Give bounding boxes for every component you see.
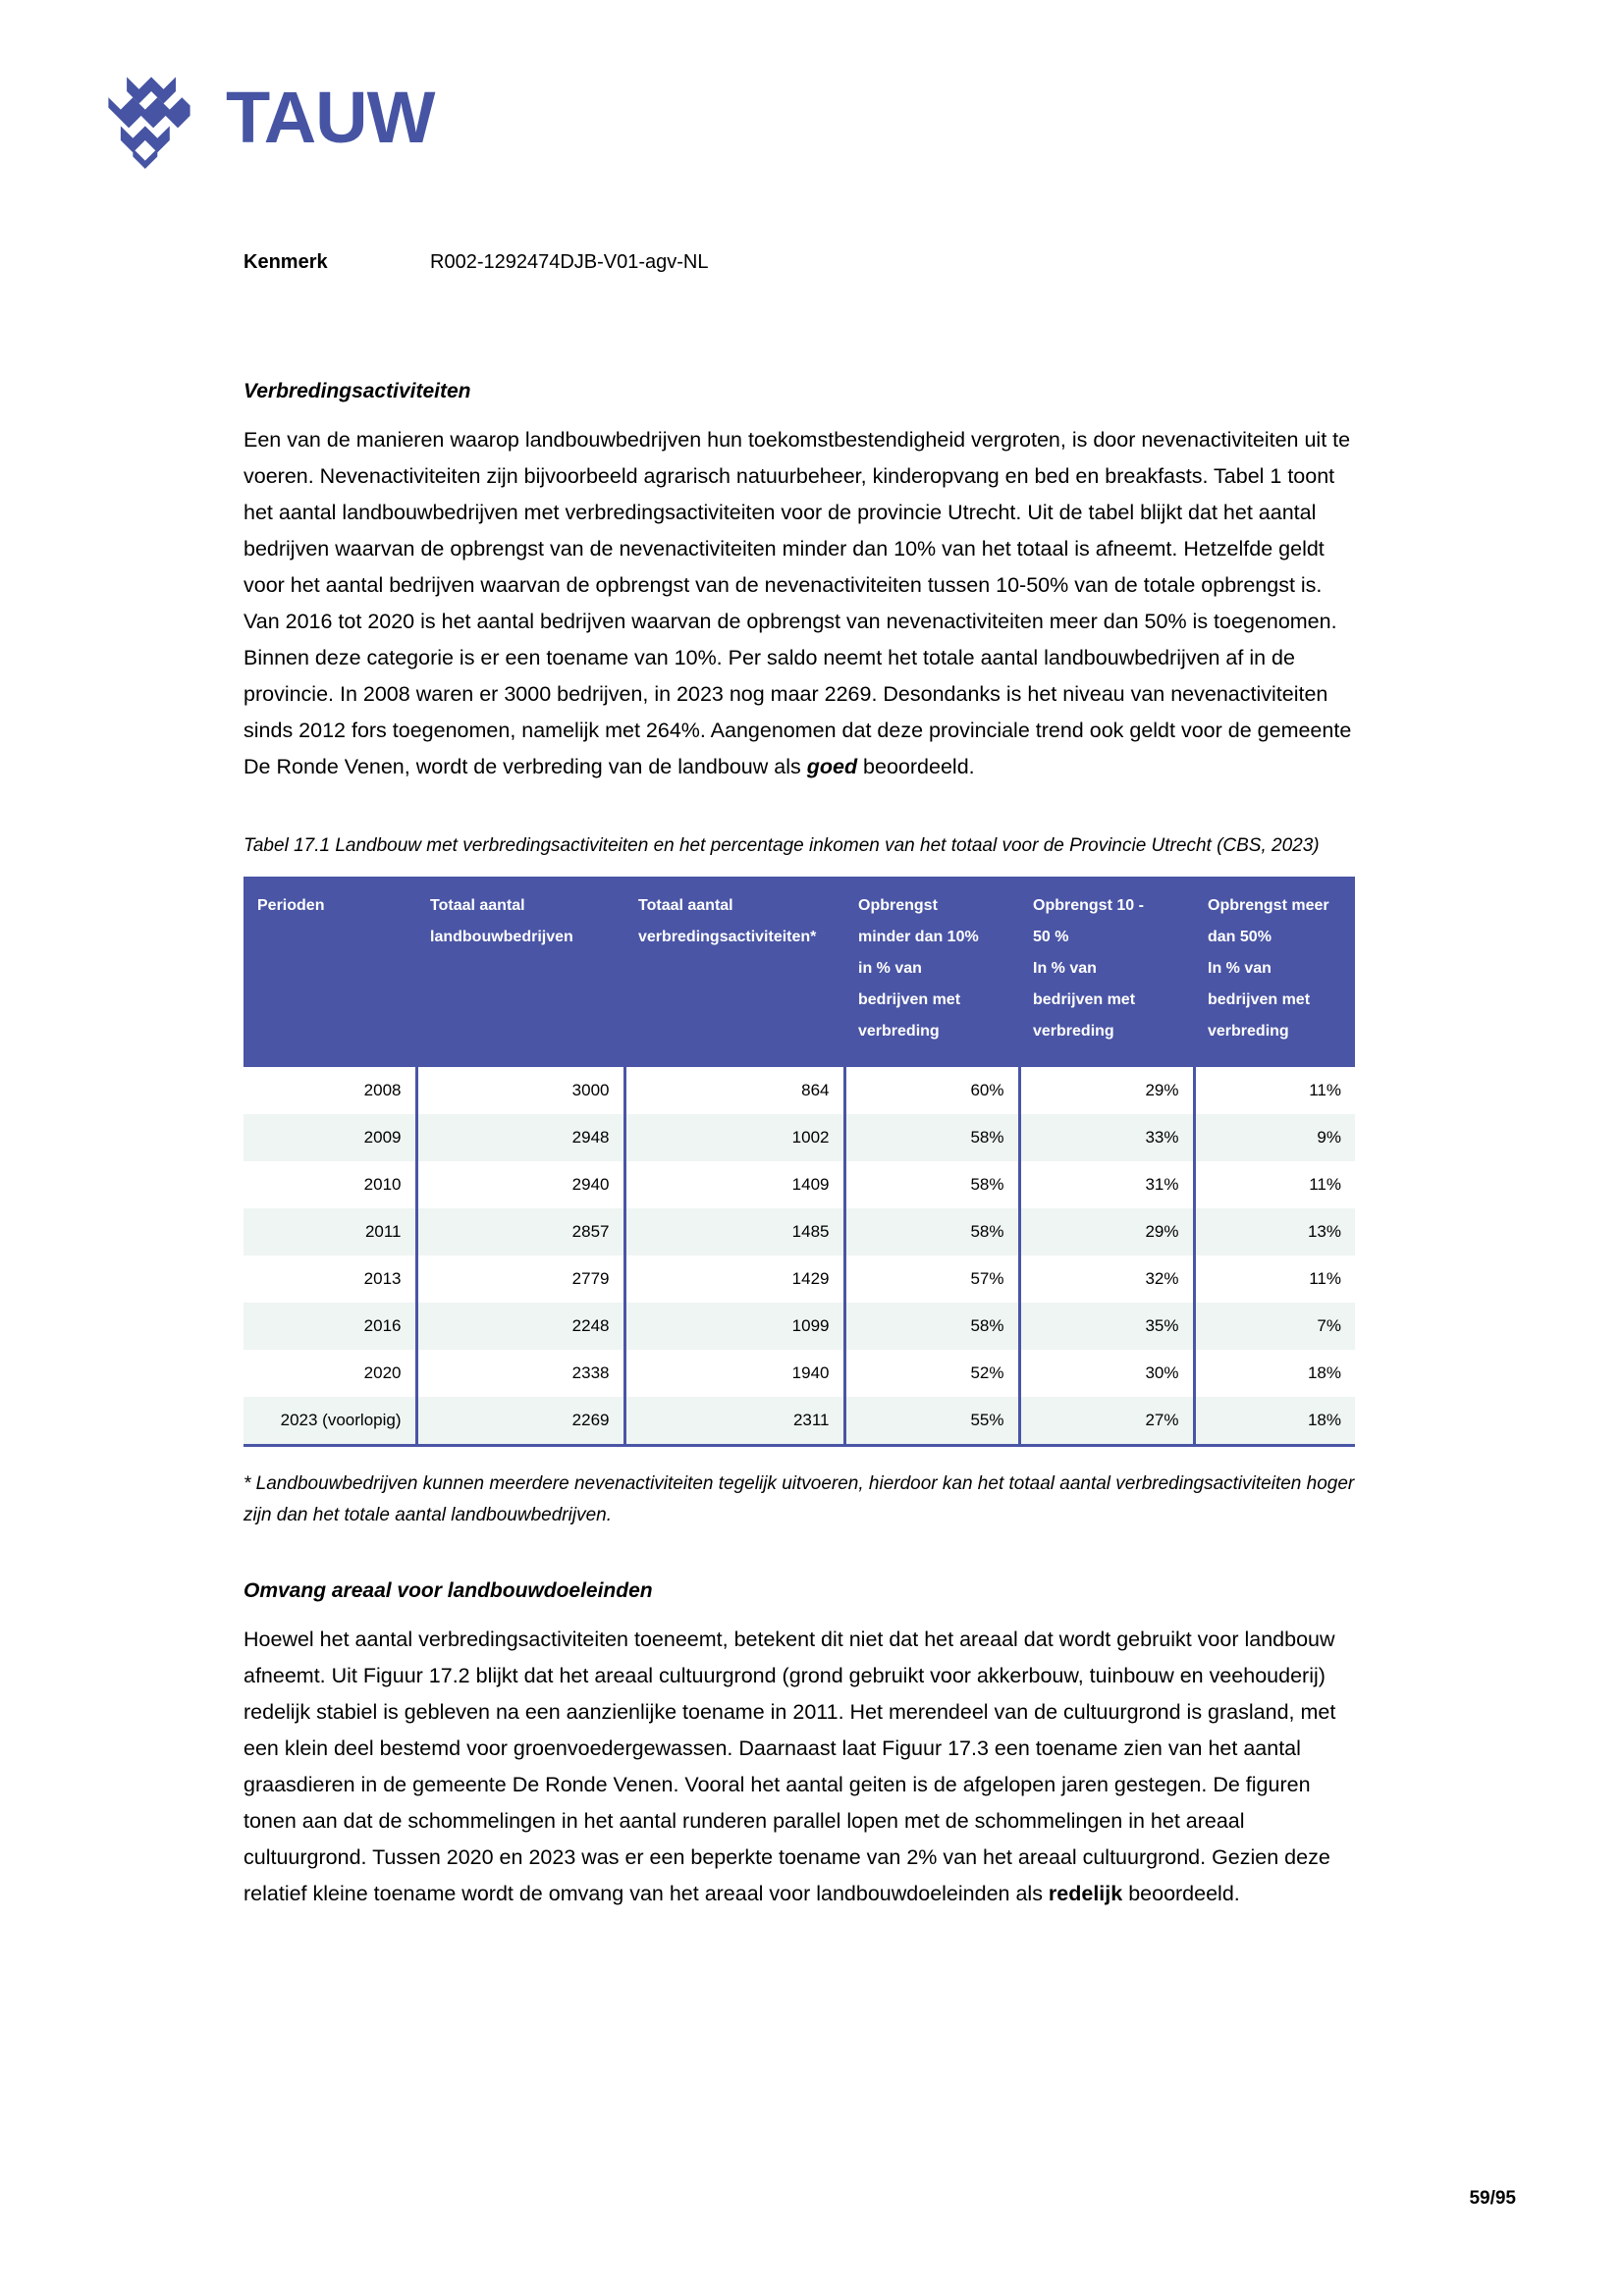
- cell-opbrengst-meer-50: 18%: [1194, 1350, 1355, 1397]
- header-line: verbreding: [858, 1022, 940, 1040]
- cell-totaal-landbouwbedrijven: 2948: [416, 1114, 624, 1161]
- kenmerk-value: R002-1292474DJB-V01-agv-NL: [430, 251, 709, 273]
- cell-opbrengst-meer-50: 13%: [1194, 1208, 1355, 1255]
- cell-totaal-verbredingsactiviteiten: 1002: [624, 1114, 844, 1161]
- table-row: [244, 1255, 1355, 1303]
- cell-periode: 2020: [244, 1350, 416, 1397]
- cell-totaal-verbredingsactiviteiten: 1940: [624, 1350, 844, 1397]
- table-header-cell-totaal-landbouwbedrijven: [416, 877, 624, 1067]
- table-row: [244, 1067, 1355, 1114]
- paragraph-text-part2: beoordeeld.: [1122, 1882, 1240, 1906]
- header-line: Opbrengst: [858, 896, 938, 914]
- table-row: [244, 1208, 1355, 1255]
- cell-totaal-landbouwbedrijven: 2248: [416, 1303, 624, 1350]
- table-header-cell-opbrengst-10-50: [1019, 877, 1194, 1067]
- section-heading-omvang-areaal: Omvang areaal voor landbouwdoeleinden: [244, 1579, 653, 1602]
- landbouw-verbreding-table: [244, 877, 1355, 1447]
- brand-wordmark: TAUW: [226, 77, 435, 158]
- cell-opbrengst-minder-10: 58%: [844, 1161, 1019, 1208]
- cell-opbrengst-meer-50: 7%: [1194, 1303, 1355, 1350]
- header-line: landbouwbedrijven: [430, 928, 573, 945]
- table-row: [244, 1303, 1355, 1350]
- table-body: [244, 1067, 1355, 1446]
- section-heading-verbredingsactiviteiten: Verbredingsactiviteiten: [244, 380, 471, 402]
- header-line: 50 %: [1033, 928, 1069, 945]
- cell-opbrengst-10-50: 29%: [1019, 1208, 1194, 1255]
- header-line: In % van: [1208, 959, 1272, 977]
- paragraph-emphasis: goed: [806, 755, 858, 779]
- brand-logo: [98, 67, 434, 169]
- table-header-cell-opbrengst-minder-dan-10: [844, 877, 1019, 1067]
- paragraph-text-part1: Een van de manieren waarop landbouwbedrijven hun toekomstbestendigheid vergroten, is door nevenactiviteiten uit te voeren. Nevenactiviteiten zijn bijvoorbeeld agrarisch natuurbeheer, kinderopvang en bed en breakfasts. Tabel 1 toont het aantal landbouwbedrijven met verbredingsactiviteiten voor de provincie Utrecht. Uit de tabel blijkt dat het aantal bedrijven waarvan de opbrengst van de nevenactiviteiten minder dan 10% van het totaal is afneemt. Hetzelfde geldt voor het aantal bedrijven waarvan de opbrengst van de nevenactiviteiten tussen 10-50% van de totale opbrengst is. Van 2016 tot 2020 is het aantal bedrijven waarvan de opbrengst van nevenactiviteiten meer dan 50% is toegenomen. Binnen deze categorie is er een toename van 10%. Per saldo neemt het totale aantal landbouwbedrijven af in de provincie. In 2008 waren er 3000 bedrijven, in 2023 nog maar 2269. Desondanks is het niveau van nevenactiviteiten sinds 2012 fors toegenomen, namelijk met 264%. Aangenomen dat deze provinciale trend ook geldt voor de gemeente De Ronde Venen, wordt de verbreding van de landbouw als: [244, 428, 1352, 779]
- header-line: minder dan 10%: [858, 928, 979, 945]
- header-line: bedrijven met: [858, 990, 961, 1008]
- header-line: in % van: [858, 959, 922, 977]
- header-line: Opbrengst 10 -: [1033, 896, 1144, 914]
- table-header-cell-perioden: [244, 877, 416, 1067]
- cell-opbrengst-10-50: 35%: [1019, 1303, 1194, 1350]
- cell-opbrengst-minder-10: 58%: [844, 1303, 1019, 1350]
- header-line: bedrijven met: [1208, 990, 1311, 1008]
- cell-opbrengst-meer-50: 11%: [1194, 1161, 1355, 1208]
- document-content: [244, 378, 1355, 1912]
- cell-totaal-verbredingsactiviteiten: 2311: [624, 1397, 844, 1446]
- paragraph-emphasis: redelijk: [1048, 1882, 1123, 1906]
- cell-totaal-verbredingsactiviteiten: 1485: [624, 1208, 844, 1255]
- page-number: 59/95: [1469, 2188, 1516, 2209]
- cell-periode: 2009: [244, 1114, 416, 1161]
- table-header-cell-totaal-verbredingsactiviteiten: [624, 877, 844, 1067]
- kenmerk-row: [244, 250, 709, 274]
- cell-totaal-verbredingsactiviteiten: 864: [624, 1067, 844, 1114]
- cell-opbrengst-meer-50: 11%: [1194, 1255, 1355, 1303]
- table-row: [244, 1350, 1355, 1397]
- cell-opbrengst-meer-50: 18%: [1194, 1397, 1355, 1446]
- header-line: bedrijven met: [1033, 990, 1136, 1008]
- paragraph-text-part1: Hoewel het aantal verbredingsactiviteiten toeneemt, betekent dit niet dat het areaal dat wordt gebruikt voor landbouw afneemt. Uit Figuur 17.2 blijkt dat het areaal cultuurgrond (grond gebruikt voor akkerbouw, tuinbouw en veehouderij) redelijk stabiel is gebleven na een aanzienlijke toename in 2011. Het merendeel van de cultuurgrond is grasland, met een klein deel bestemd voor groenvoedergewassen. Daarnaast laat Figuur 17.3 een toename zien van het aantal graasdieren in de gemeente De Ronde Venen. Vooral het aantal geiten is de afgelopen jaren gestegen. De figuren tonen aan dat de schommelingen in het aantal runderen parallel lopen met de schommelingen in het areaal cultuurgrond. Tussen 2020 en 2023 was er een beperkte toename van 2% van het areaal cultuurgrond. Gezien deze relatief kleine toename wordt de omvang van het areaal voor landbouwdoeleinden als: [244, 1628, 1336, 1906]
- cell-totaal-verbredingsactiviteiten: 1429: [624, 1255, 844, 1303]
- cell-opbrengst-minder-10: 58%: [844, 1208, 1019, 1255]
- cell-opbrengst-10-50: 27%: [1019, 1397, 1194, 1446]
- table-row: [244, 1397, 1355, 1446]
- header-line: In % van: [1033, 959, 1097, 977]
- table-row: [244, 1114, 1355, 1161]
- cell-periode: 2023 (voorlopig): [244, 1397, 416, 1446]
- table-header: [244, 877, 1355, 1067]
- cell-opbrengst-minder-10: 60%: [844, 1067, 1019, 1114]
- table-footnote: * Landbouwbedrijven kunnen meerdere nevenactiviteiten tegelijk uitvoeren, hierdoor kan het totaal aantal verbredingsactiviteiten hoger zijn dan het totale aantal landbouwbedrijven.: [244, 1472, 1355, 1526]
- header-line: Totaal aantal: [638, 896, 733, 914]
- table-header-cell-opbrengst-meer-dan-50: [1194, 877, 1355, 1067]
- cell-totaal-landbouwbedrijven: 2857: [416, 1208, 624, 1255]
- header-line: verbreding: [1033, 1022, 1114, 1040]
- cell-periode: 2016: [244, 1303, 416, 1350]
- cell-opbrengst-meer-50: 9%: [1194, 1114, 1355, 1161]
- cell-totaal-verbredingsactiviteiten: 1409: [624, 1161, 844, 1208]
- cell-opbrengst-10-50: 30%: [1019, 1350, 1194, 1397]
- section-paragraph-verbredingsactiviteiten: [244, 422, 1355, 785]
- header-line: Opbrengst meer: [1208, 896, 1329, 914]
- header-line: verbredingsactiviteiten*: [638, 928, 817, 945]
- cell-periode: 2013: [244, 1255, 416, 1303]
- cell-opbrengst-10-50: 32%: [1019, 1255, 1194, 1303]
- paragraph-text-part2: beoordeeld.: [857, 755, 975, 779]
- section-paragraph-omvang-areaal: [244, 1622, 1355, 1912]
- table-caption: Tabel 17.1 Landbouw met verbredingsactiviteiten en het percentage inkomen van het totaal voor de Provincie Utrecht (CBS, 2023): [244, 834, 1320, 856]
- cell-periode: 2008: [244, 1067, 416, 1114]
- cell-totaal-landbouwbedrijven: 2779: [416, 1255, 624, 1303]
- cell-opbrengst-10-50: 29%: [1019, 1067, 1194, 1114]
- cell-opbrengst-minder-10: 58%: [844, 1114, 1019, 1161]
- header-line: Totaal aantal: [430, 896, 525, 914]
- cell-totaal-landbouwbedrijven: 3000: [416, 1067, 624, 1114]
- section-spacer: [244, 1532, 1355, 1577]
- cell-totaal-landbouwbedrijven: 2940: [416, 1161, 624, 1208]
- cell-opbrengst-minder-10: 52%: [844, 1350, 1019, 1397]
- cell-opbrengst-10-50: 31%: [1019, 1161, 1194, 1208]
- table-row: [244, 1161, 1355, 1208]
- cell-opbrengst-10-50: 33%: [1019, 1114, 1194, 1161]
- cell-totaal-landbouwbedrijven: 2338: [416, 1350, 624, 1397]
- cell-totaal-landbouwbedrijven: 2269: [416, 1397, 624, 1446]
- tauw-diamond-lattice-icon: [98, 67, 200, 169]
- cell-opbrengst-minder-10: 55%: [844, 1397, 1019, 1446]
- cell-opbrengst-minder-10: 57%: [844, 1255, 1019, 1303]
- header-line: Perioden: [257, 896, 325, 914]
- header-line: verbreding: [1208, 1022, 1289, 1040]
- cell-periode: 2010: [244, 1161, 416, 1208]
- cell-totaal-verbredingsactiviteiten: 1099: [624, 1303, 844, 1350]
- kenmerk-label: Kenmerk: [244, 251, 328, 273]
- table-header-row: [244, 877, 1355, 1067]
- cell-opbrengst-meer-50: 11%: [1194, 1067, 1355, 1114]
- cell-periode: 2011: [244, 1208, 416, 1255]
- header-line: dan 50%: [1208, 928, 1272, 945]
